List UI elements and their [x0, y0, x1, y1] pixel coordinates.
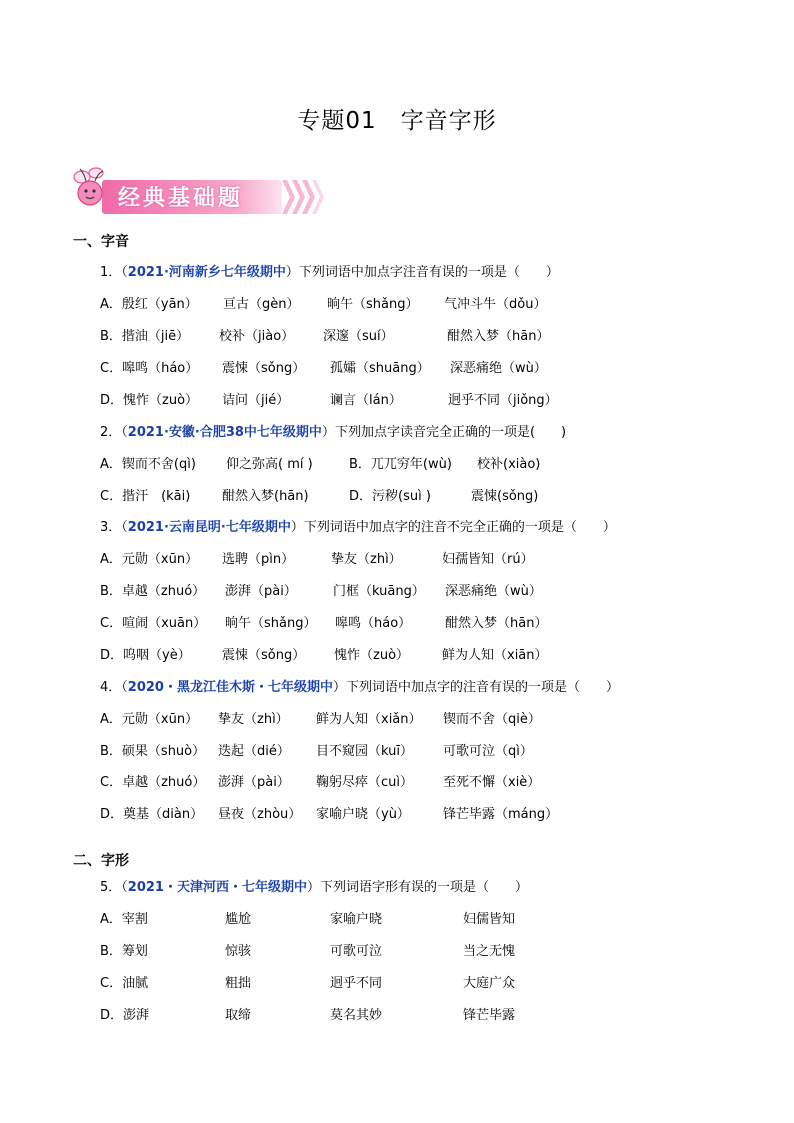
option-item: 校补(xiào): [477, 457, 541, 472]
option-item: 鲜为人知（xiān）: [442, 648, 548, 663]
option-item: 谰言（lán）: [330, 393, 402, 408]
option-item: 可歌可泣（qì）: [443, 744, 533, 759]
option-item: 大庭广众: [463, 976, 516, 991]
option-item: 当之无愧: [463, 944, 516, 959]
option-item: D．呜咽（yè）: [100, 648, 191, 663]
option-item: 尴尬: [225, 912, 252, 927]
option-item: C．喧闹（xuān）: [100, 616, 207, 631]
question-4: 4．（2020・黑龙江佳木斯・七年级期中）下列词语中加点字的注音有误的一项是（ ）: [100, 680, 619, 695]
question-3: 3．（2021·云南昆明·七年级期中）下列词语中加点字的注音不完全正确的一项是（ ）: [100, 520, 616, 535]
option-item: 仰之弥高( mí ): [226, 457, 313, 472]
option-item: A．殷红（yān）: [100, 297, 198, 312]
option-item: B．揩油（jiē）: [100, 329, 190, 344]
option-item: 家喻户晓（yù）: [316, 807, 410, 822]
question-5: 5．（2021・天津河西・七年级期中）下列词语字形有误的一项是（ ）: [100, 880, 528, 895]
option-item: C．嗥鸣（háo）: [100, 361, 199, 376]
option-item: A．元勋（xūn）: [100, 552, 199, 567]
option-item: 鲜为人知（xiǎn）: [316, 712, 422, 727]
option-item: A．元勋（xūn）: [100, 712, 199, 727]
option-item: D．愧怍（zuò）: [100, 393, 199, 408]
option-item: C．揩汗 (kāi): [100, 489, 191, 504]
option-item: 昼夜（zhòu）: [218, 807, 302, 822]
option-item: 愧怍（zuò）: [334, 648, 410, 663]
option-item: D．污秽(suì ): [349, 489, 431, 504]
banner-label: 经典基础题: [118, 186, 244, 211]
option-item: 深恶痛绝（wù）: [445, 584, 542, 599]
option-item: 锲而不舍（qiè）: [443, 712, 541, 727]
option-item: D．澎湃: [100, 1008, 150, 1023]
question-source: 2021·河南新乡七年级期中: [127, 265, 286, 280]
option-item: 迭起（dié）: [218, 744, 290, 759]
option-item: 粗拙: [225, 976, 252, 991]
option-item: 选聘（pìn）: [222, 552, 295, 567]
question-source: 2021・天津河西・七年级期中: [127, 880, 307, 895]
option-item: 锋芒毕露: [463, 1008, 516, 1023]
question-source: 2020・黑龙江佳木斯・七年级期中: [127, 680, 333, 695]
option-item: 挚友（zhì）: [331, 552, 402, 567]
question-2: 2．（2021·安徽·合肥38中七年级期中）下列加点字读音完全正确的一项是( ): [100, 425, 567, 440]
question-1: 1．（2021·河南新乡七年级期中）下列词语中加点字注音有误的一项是（ ）: [100, 265, 559, 280]
option-item: 诘问（jié）: [222, 393, 290, 408]
option-item: 妇儒皆知: [463, 912, 516, 927]
option-item: 酣然入梦（hān）: [445, 616, 548, 631]
option-item: 深恶痛绝（wù）: [450, 361, 547, 376]
option-item: 亘古（gèn）: [223, 297, 300, 312]
option-item: 震悚（sǒng）: [222, 648, 306, 663]
option-item: 目不窥园（kuī）: [316, 744, 413, 759]
option-item: 震悚(sǒng): [471, 489, 539, 504]
option-item: 酣然入梦(hān): [222, 489, 309, 504]
option-item: 深邃（suí）: [323, 329, 394, 344]
option-item: 至死不懈（xiè）: [443, 775, 541, 790]
section-heading-pronunciation: 一、字音: [73, 234, 129, 250]
option-item: 迥乎不同（jiǒng）: [448, 393, 558, 408]
option-item: B．卓越（zhuó）: [100, 584, 206, 599]
option-item: 挚友（zhì）: [218, 712, 289, 727]
option-item: 家喻户晓: [330, 912, 383, 927]
option-item: B．硕果（shuò）: [100, 744, 206, 759]
option-item: B．筹划: [100, 944, 148, 959]
option-item: 取缔: [225, 1008, 252, 1023]
option-item: 晌午（shǎng）: [327, 297, 419, 312]
option-item: D．奠基（diàn）: [100, 807, 204, 822]
option-item: 鞠躬尽瘁（cuì）: [316, 775, 413, 790]
option-item: 孤孀（shuāng）: [330, 361, 430, 376]
option-item: 惊骇: [225, 944, 252, 959]
section-heading-characters: 二、字形: [73, 853, 129, 869]
page-title: 专题01 字音字形: [297, 108, 497, 134]
option-item: 震悚（sǒng）: [222, 361, 306, 376]
option-item: A．锲而不舍(qì): [100, 457, 196, 472]
option-item: 澎湃（pài）: [225, 584, 297, 599]
option-item: 晌午（shǎng）: [225, 616, 317, 631]
option-item: 妇孺皆知（rú）: [442, 552, 534, 567]
option-item: 莫名其妙: [330, 1008, 383, 1023]
option-item: C．油腻: [100, 976, 149, 991]
option-item: 酣然入梦（hān）: [447, 329, 550, 344]
question-source: 2021·云南昆明·七年级期中: [127, 520, 291, 535]
option-item: 门框（kuāng）: [333, 584, 425, 599]
bee-icon: [74, 168, 103, 205]
option-item: 校补（jiào）: [219, 329, 295, 344]
option-item: A．宰割: [100, 912, 148, 927]
option-item: 迥乎不同: [330, 976, 383, 991]
option-item: 澎湃（pài）: [218, 775, 290, 790]
option-item: 气冲斗牛（dǒu）: [444, 297, 547, 312]
option-item: B．兀兀穷年(wù): [349, 457, 452, 472]
option-item: C．卓越（zhuó）: [100, 775, 206, 790]
question-source: 2021·安徽·合肥38中七年级期中: [127, 425, 322, 440]
option-item: 锋芒毕露（máng）: [443, 807, 559, 822]
option-item: 可歌可泣: [330, 944, 383, 959]
option-item: 嗥鸣（háo）: [335, 616, 412, 631]
